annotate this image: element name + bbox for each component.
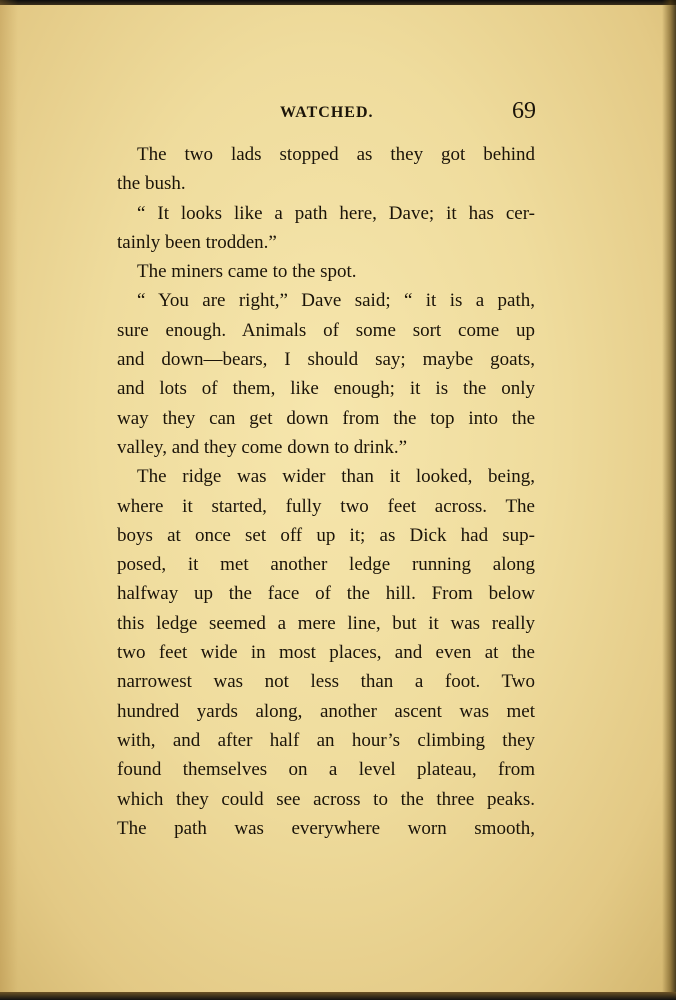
text-line: The ridge was wider than it looked, being, — [137, 466, 535, 488]
text-line: halfway up the face of the hill. From below — [117, 583, 535, 605]
text-line: The two lads stopped as they got behind — [137, 144, 535, 165]
text-line: with, and after half an hour’s climbing they — [117, 729, 535, 751]
text-line: posed, it met another ledge running along — [117, 554, 535, 576]
page-number: 69 — [512, 98, 536, 124]
text-line: and down—bears, I should say; maybe goats, — [117, 349, 535, 371]
text-line: hundred yards along, another ascent was met — [117, 700, 535, 722]
text-line: found themselves on a level plateau, from — [117, 759, 535, 781]
text-line: narrowest was not less than a foot. Two — [117, 671, 535, 693]
text-line: “ You are right,” Dave said; “ it is a path, — [137, 290, 535, 312]
text-line: valley, and they come down to drink.” — [117, 436, 408, 458]
text-line: The path was everywhere worn smooth, — [117, 817, 535, 839]
text-line: The miners came to the spot. — [137, 261, 357, 283]
text-line: tainly been trodden.” — [117, 231, 277, 253]
text-line: where it started, fully two feet across. The — [117, 495, 535, 517]
page-edge-right — [662, 0, 676, 1000]
chapter-running-title: WATCHED. — [280, 104, 374, 121]
scan-border-top — [0, 0, 676, 5]
text-line: which they could see across to the three peaks. — [117, 788, 535, 810]
text-line: sure enough. Animals of some sort come up — [117, 319, 535, 341]
text-line: two feet wide in most places, and even at the — [117, 642, 535, 664]
text-line: way they can get down from the top into the — [117, 407, 535, 429]
text-line: “ It looks like a path here, Dave; it has cer- — [137, 202, 535, 224]
text-line: and lots of them, like enough; it is the only — [117, 378, 535, 400]
scan-border-bottom — [0, 992, 676, 1000]
running-head — [118, 98, 538, 132]
text-line: this ledge seemed a mere line, but it was really — [117, 612, 535, 634]
text-line: the bush. — [117, 173, 186, 195]
body-text — [117, 140, 535, 843]
text-line: boys at once set off up it; as Dick had sup- — [117, 524, 535, 546]
page-edge-left — [0, 0, 18, 1000]
